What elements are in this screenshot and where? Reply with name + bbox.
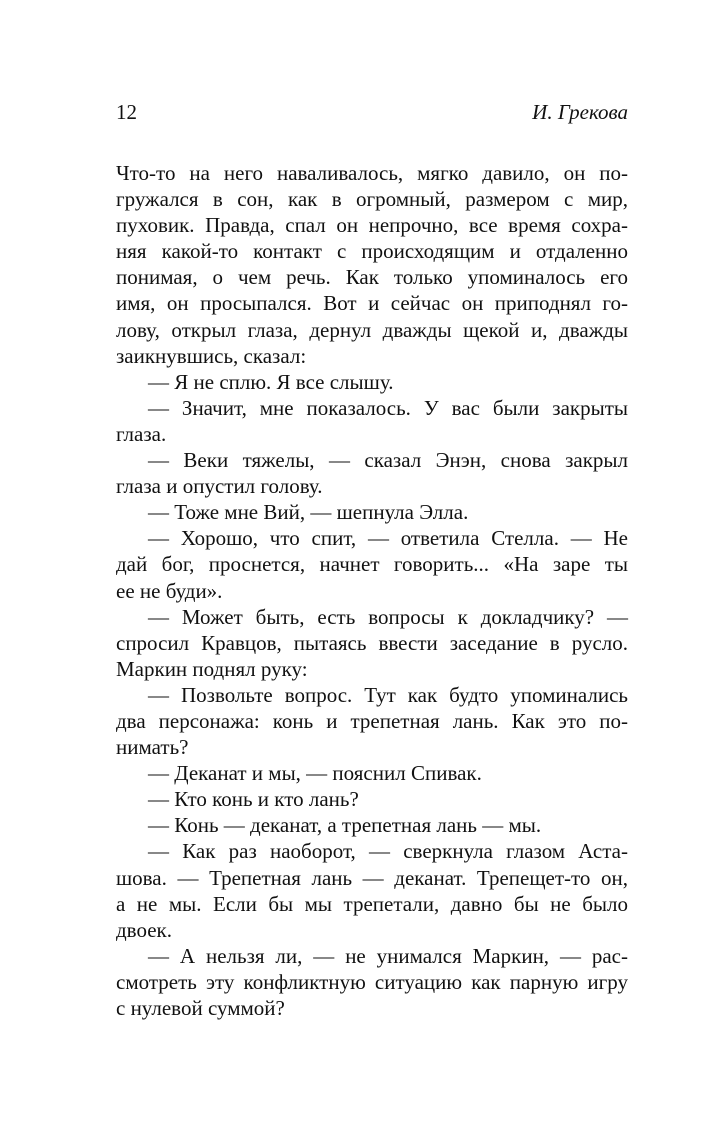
text-line: — А нельзя ли, — не унимался Маркин, — рас- — [148, 943, 628, 968]
text-line: — Как раз наоборот, — сверкнула глазом Аста- — [148, 839, 628, 864]
text-line: гружался в сон, как в огромный, размером с мир, — [116, 187, 628, 212]
text-line: спросил Кравцов, пытаясь ввести заседание в русло. — [116, 630, 628, 655]
text-line: — Позвольте вопрос. Тут как будто упоминались — [148, 682, 628, 707]
text-line: — Конь — деканат, а трепетная лань — мы. — [148, 813, 542, 838]
text-line: — Веки тяжелы, — сказал Энэн, снова закрыл — [148, 448, 628, 473]
page-header — [116, 98, 628, 126]
text-line: имя, он просыпался. Вот и сейчас он приподнял го- — [116, 291, 628, 316]
text-line: глаза и опустил голову. — [116, 474, 323, 499]
running-head-author: И. Грекова — [532, 100, 628, 124]
text-line: пуховик. Правда, спал он непрочно, все время сохра- — [116, 213, 628, 238]
text-line: с нулевой суммой? — [116, 996, 285, 1020]
text-line: шова. — Трепетная лань — деканат. Трепещет-то он, — [116, 865, 628, 890]
text-line: а не мы. Если бы мы трепетали, давно бы не было — [116, 891, 628, 916]
text-line: понимая, о чем речь. Как только упоминалось его — [116, 265, 628, 290]
text-line: глаза. — [116, 421, 167, 446]
text-line: двоек. — [116, 917, 172, 942]
text-line: Маркин поднял руку: — [116, 656, 308, 681]
text-line: Что-то на него наваливалось, мягко давило, он по- — [116, 161, 628, 185]
text-line: нимать? — [116, 735, 189, 760]
body-text — [116, 160, 628, 1021]
text-line: смотреть эту конфликтную ситуацию как парную игру — [116, 969, 628, 994]
text-line: — Деканат и мы, — пояснил Спивак. — [148, 761, 482, 786]
page-number: 12 — [116, 100, 137, 124]
text-line: два персонажа: конь и трепетная лань. Как это по- — [116, 708, 628, 733]
text-line: — Значит, мне показалось. У вас были закрыты — [148, 395, 628, 420]
text-line: заикнувшись, сказал: — [116, 343, 307, 368]
text-line: — Может быть, есть вопросы к докладчику? — — [148, 604, 628, 629]
text-line: — Кто конь и кто лань? — [148, 787, 359, 812]
text-line: — Тоже мне Вий, — шепнула Элла. — [148, 500, 469, 525]
text-line: ее не буди». — [116, 578, 223, 603]
text-line: — Я не сплю. Я все слышу. — [148, 369, 394, 394]
text-line: няя какой-то контакт с происходящим и отдаленно — [116, 239, 628, 264]
text-line: — Хорошо, что спит, — ответила Стелла. — Не — [148, 526, 628, 551]
text-line: лову, открыл глаза, дернул дважды щекой и, дважды — [116, 317, 628, 342]
text-line: дай бог, проснется, начнет говорить... «На заре ты — [116, 552, 628, 577]
